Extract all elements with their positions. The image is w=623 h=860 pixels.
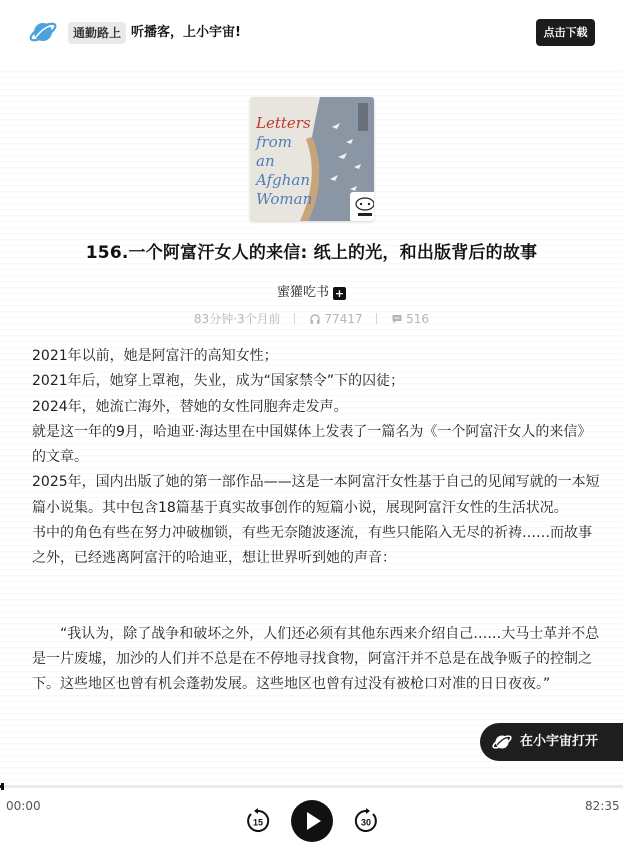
show-notes-paragraph: 2021年以前，她是阿富汗的高知女性； [32, 348, 278, 364]
open-in-app-label: 在小宇宙打开 [520, 734, 599, 749]
show-notes [32, 344, 602, 698]
progress-bar[interactable] [0, 785, 623, 788]
podcast-row [0, 281, 623, 300]
total-time: 82:35 [585, 799, 620, 813]
meta-divider [294, 313, 295, 324]
headphones-icon [309, 313, 321, 325]
podcast-logo-badge [350, 192, 374, 221]
cover-title: Letters from an Afghan Woman [256, 114, 313, 208]
meta-divider [376, 313, 377, 324]
current-time: 00:00 [6, 799, 41, 813]
svg-text:30: 30 [360, 817, 372, 828]
download-button[interactable]: 点击下载 [536, 19, 595, 46]
subscribe-plus-icon[interactable]: + [334, 287, 345, 300]
forward-30-icon[interactable] [352, 807, 380, 835]
duration-and-date: 83分钟·3个月前 [193, 312, 281, 326]
banner-slogan: 听播客，上小宇宙! [131, 25, 241, 40]
show-notes-paragraph: 2025年，国内出版了她的第一部作品——这是一本阿富汗女性基于自己的见闻写就的一本短篇小说集。其中包含18篇基于真实故事创作的短篇小说，展现阿富汗女性的生活状况。 [32, 474, 600, 516]
show-notes-paragraph: 2021年后，她穿上罩袍，失业，成为“国家禁令”下的囚徒； [32, 373, 405, 390]
episode-cover [250, 97, 374, 221]
open-in-app-button[interactable] [480, 723, 623, 761]
honey-badger-icon [350, 192, 374, 221]
planet-icon [491, 731, 513, 753]
banner-tag: 通勤路上 [68, 22, 126, 44]
svg-text:15: 15 [252, 817, 264, 828]
show-notes-paragraph: 就是这一年的9月，哈迪亚·海达里在中国媒体上发表了一篇名为《一个阿富汗女人的来信》的文章。 [32, 423, 592, 466]
episode-title: 156.一个阿富汗女人的来信: 纸上的光，和出版背后的故事 [85, 243, 538, 263]
audio-player [0, 782, 623, 860]
play-icon [291, 800, 333, 842]
play-count: 77417 [324, 312, 363, 326]
app-banner [0, 0, 623, 66]
planet-logo-icon [28, 17, 58, 47]
quote-paragraph: “我认为，除了战争和破坏之外，人们还必须有其他东西来介绍自己……大马士革并不总是一片废墟，加沙的人们并不总是在不停地寻找食物，阿富汗并不总是在战争贩子的控制之下。这些地区也曾有机会蓬勃发展。这些地区也曾有过没有被枪口对准的日日夜夜。” [32, 625, 600, 693]
progress-thumb[interactable] [1, 783, 4, 790]
play-button[interactable] [291, 800, 333, 842]
rewind-15-icon[interactable] [244, 807, 272, 835]
comment-icon [391, 313, 403, 325]
paragraph-gap [32, 572, 602, 622]
show-notes-paragraph: 2024年，她流亡海外，替她的女性同胞奔走发声。 [32, 398, 348, 415]
show-notes-paragraph: 书中的角色有些在努力冲破枷锁，有些无奈随波逐流，有些只能陷入无尽的祈祷……而故事之外，已经逃离阿富汗的哈迪亚，想让世界听到她的声音： [32, 525, 592, 567]
episode-meta [0, 310, 623, 327]
comment-count: 516 [406, 312, 430, 326]
podcast-name[interactable]: 蜜獾吃书 [276, 285, 329, 300]
